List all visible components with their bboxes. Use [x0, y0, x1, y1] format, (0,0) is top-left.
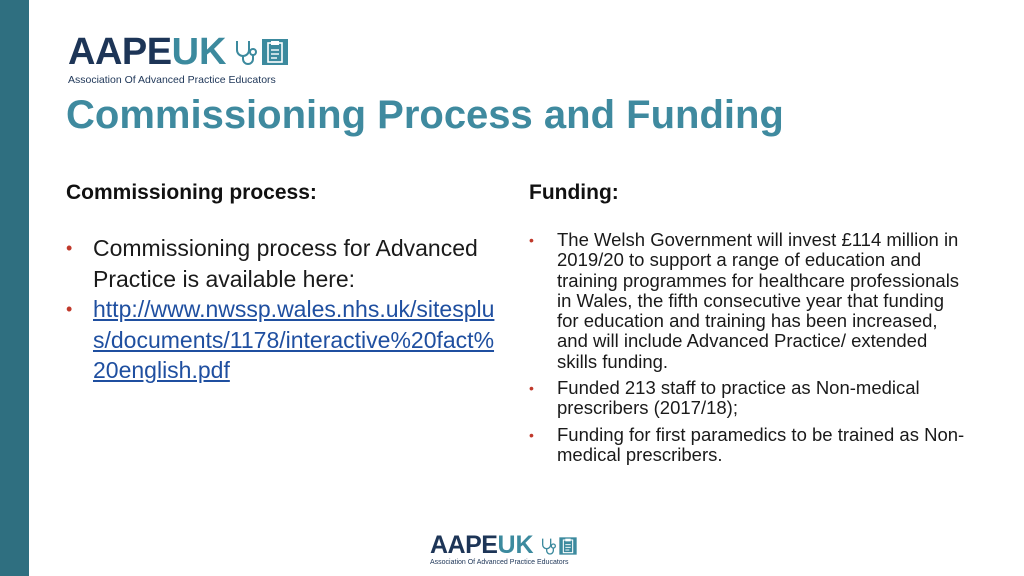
footer-logo — [430, 533, 578, 566]
bullet-icon: • — [66, 238, 73, 258]
commissioning-text: Commissioning process for Advanced Practice is available here: — [93, 235, 478, 292]
logo-subtitle: Association Of Advanced Practice Educators — [68, 74, 276, 86]
list-item — [529, 378, 969, 419]
logo-brand-main: AAPE — [68, 31, 172, 73]
stethoscope-icon — [538, 536, 558, 556]
list-item — [66, 233, 506, 294]
commissioning-document-link[interactable]: http://www.nwssp.wales.nhs.uk/sitesplus/documents/1178/interactive%20fact%20english.pdf — [93, 296, 495, 383]
commissioning-list — [66, 233, 506, 386]
clipboard-icon — [260, 37, 290, 67]
logo-brand-suffix: UK — [497, 531, 534, 559]
stethoscope-icon — [230, 37, 260, 67]
list-item — [529, 425, 969, 466]
funding-text: Funding for first paramedics to be trained as Non-medical prescribers. — [557, 423, 965, 465]
bullet-icon: • — [529, 380, 534, 397]
list-item — [66, 294, 506, 386]
funding-text: The Welsh Government will invest £114 million in 2019/20 to support a range of education and training programmes for healthcare professionals in Wales, the fifth consecutive year that funding for education and training has been increased, and will include Advanced Practice/ extended skills funding. — [557, 229, 960, 372]
list-item — [529, 230, 969, 372]
funding-heading: Funding: — [529, 181, 619, 204]
commissioning-heading: Commissioning process: — [66, 181, 317, 204]
bullet-icon: • — [529, 232, 534, 248]
bullet-icon: • — [66, 299, 73, 319]
header-logo — [68, 33, 290, 86]
funding-list — [529, 230, 969, 471]
logo-subtitle: Association Of Advanced Practice Educators — [430, 559, 569, 566]
left-accent-bar — [0, 0, 29, 576]
funding-text: Funded 213 staff to practice as Non-medical prescribers (2017/18); — [557, 377, 920, 419]
slide-title: Commissioning Process and Funding — [66, 93, 784, 137]
bullet-icon: • — [529, 426, 534, 443]
logo-brand-suffix: UK — [171, 31, 227, 73]
logo-brand-main: AAPE — [430, 531, 498, 559]
clipboard-icon — [558, 536, 578, 556]
